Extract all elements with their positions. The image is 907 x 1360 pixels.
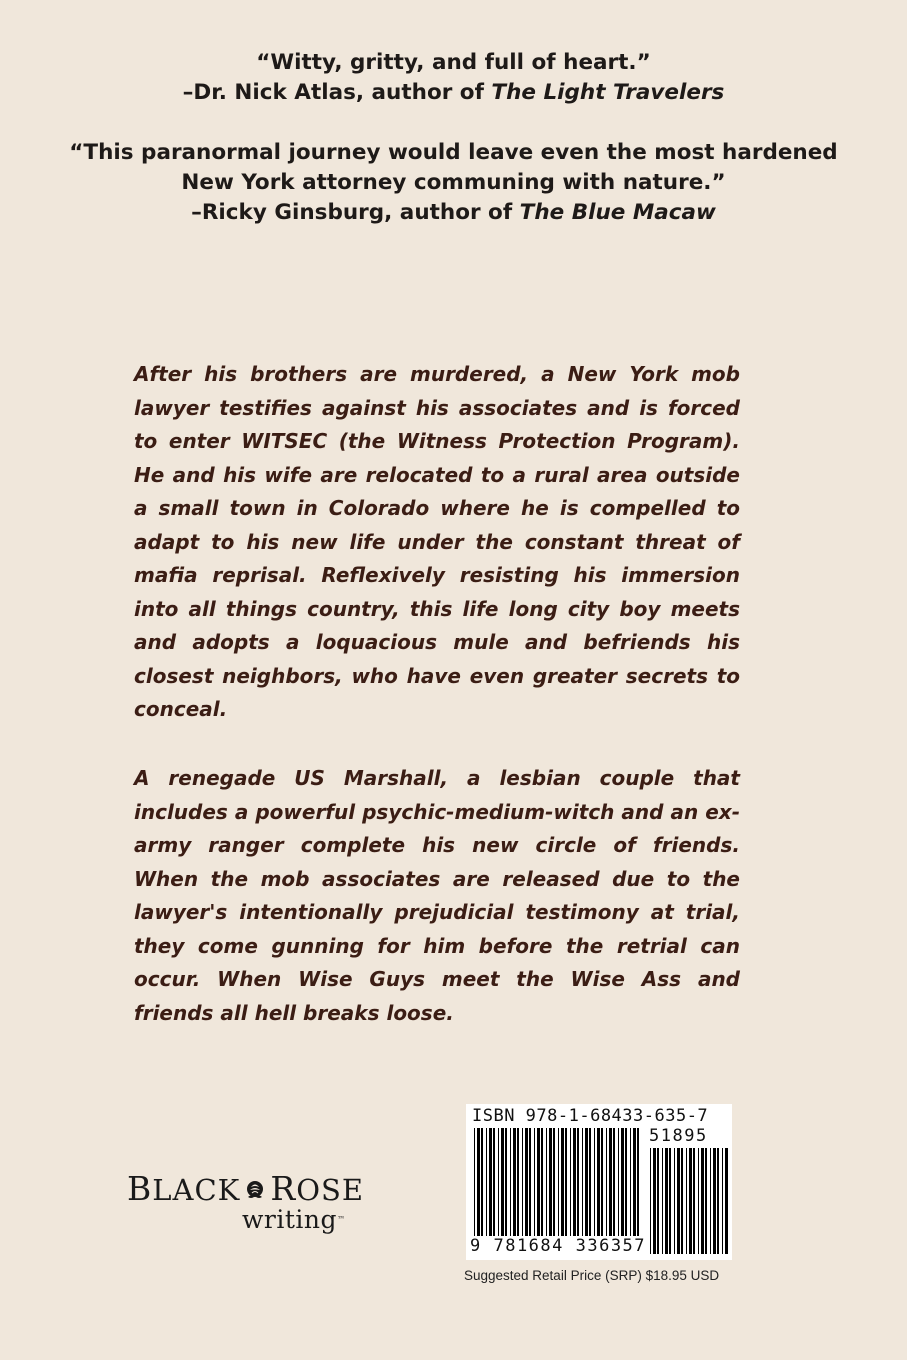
- barcode-bar: [589, 1128, 591, 1244]
- barcode-bar: [529, 1128, 531, 1244]
- barcode-bar: [674, 1148, 675, 1254]
- barcode-bar: [489, 1128, 492, 1244]
- endorsement-1: [0, 48, 907, 108]
- barcode-bar: [481, 1128, 483, 1244]
- endorsements: [0, 48, 907, 258]
- barcode-bar: [625, 1128, 627, 1244]
- barcode-bar: [597, 1128, 600, 1244]
- barcode-bar: [565, 1128, 567, 1244]
- barcode-bar: [601, 1128, 603, 1244]
- publisher-logo: [127, 1169, 367, 1234]
- endorsement-quote-line-2: New York attorney communing with nature.”: [181, 170, 726, 195]
- publisher-subline: [242, 1207, 367, 1233]
- endorsement-attribution: [0, 78, 907, 108]
- barcode-bar: [517, 1128, 519, 1244]
- barcode-bar: [606, 1128, 607, 1244]
- barcode-bar: [613, 1128, 615, 1244]
- barcode-bar: [522, 1128, 523, 1244]
- barcode-bar: [710, 1148, 711, 1254]
- endorsement-2: [0, 138, 907, 228]
- trademark-symbol: ™: [337, 1215, 346, 1224]
- suggested-retail-price: Suggested Retail Price (SRP) $18.95 USD: [464, 1268, 720, 1283]
- barcode-bar: [553, 1128, 555, 1244]
- synopsis-paragraph-2: [134, 762, 740, 1030]
- barcode-bar: [477, 1128, 480, 1244]
- endorsement-quote-line-1: “This paranormal journey would leave even the most hardened: [69, 140, 838, 165]
- barcode-bar: [633, 1128, 636, 1244]
- barcode-bar: [637, 1128, 639, 1244]
- barcode-bar: [717, 1148, 719, 1254]
- ean-digits: 9 781684 336357: [470, 1236, 647, 1256]
- barcode-bar: [713, 1148, 716, 1254]
- barcode-bar: [585, 1128, 588, 1244]
- barcode-bar: [698, 1148, 699, 1254]
- synopsis-text: A renegade US Marshall, a lesbian couple that includes a powerful psychic-medium-witch and an ex-army ranger complete his new circle of friends. When the mob associates are released due to the lawyer's intentionally prejudicial testimony at trial, they come gunning for him before the retrial can occur. When Wise Guys meet the Wise Ass and friends all hell breaks loose.: [134, 766, 740, 1025]
- barcode-bar: [510, 1128, 511, 1244]
- barcode-bar: [653, 1148, 656, 1254]
- barcode-bar: [693, 1148, 695, 1254]
- logo-letter: B: [127, 1169, 153, 1208]
- barcode-bar: [677, 1148, 680, 1254]
- barcode-bar: [474, 1128, 475, 1244]
- barcode-bar: [534, 1128, 535, 1244]
- barcode-bar: [513, 1128, 516, 1244]
- barcode-bar: [558, 1128, 559, 1244]
- barcode-bar: [681, 1148, 683, 1254]
- publisher-name: [127, 1169, 367, 1208]
- barcode-bar: [501, 1128, 504, 1244]
- barcode-bar: [546, 1128, 547, 1244]
- logo-letter: R: [270, 1169, 297, 1208]
- barcode-bar: [493, 1128, 495, 1244]
- barcode-bar: [549, 1128, 552, 1244]
- barcode-bar: [705, 1148, 707, 1254]
- rose-icon: [242, 1177, 268, 1203]
- isbn-barcode: [466, 1104, 732, 1260]
- attribution-text: –Dr. Nick Atlas, author of: [182, 80, 492, 105]
- barcode-bar: [577, 1128, 579, 1244]
- barcode-bar: [701, 1148, 704, 1254]
- barcode-bar: [665, 1148, 668, 1254]
- barcode-bar: [609, 1128, 612, 1244]
- logo-word: LACK: [152, 1173, 241, 1207]
- barcode-bar: [573, 1128, 576, 1244]
- barcode-bar: [525, 1128, 528, 1244]
- price-code: 51895: [649, 1126, 708, 1146]
- isbn-label: ISBN 978-1-68433-635-7: [472, 1106, 709, 1126]
- barcode-bar: [657, 1148, 659, 1254]
- synopsis-paragraph-1: [134, 358, 740, 727]
- barcode-bar: [505, 1128, 507, 1244]
- barcode-bar: [725, 1148, 728, 1254]
- barcode-bar: [582, 1128, 583, 1244]
- endorsement-attribution: [0, 198, 907, 228]
- synopsis-text: After his brothers are murdered, a New York mob lawyer testifies against his associates and is forced to enter WITSEC (the Witness Protection Program). He and his wife are relocated to a rural area outside a small town in Colorado where he is compelled to adapt to his new life under the constant threat of mafia reprisal. Reflexively resisting his immersion into all things country, this life long city boy meets and adopts a loquacious mule and befriends his closest neighbors, who have even greater secrets to conceal.: [134, 362, 740, 721]
- barcode-bar: [570, 1128, 571, 1244]
- barcode-bar: [662, 1148, 663, 1254]
- book-title: The Blue Macaw: [519, 200, 716, 225]
- barcode-bar: [686, 1148, 687, 1254]
- barcode-bar: [669, 1148, 671, 1254]
- barcode-bar: [621, 1128, 624, 1244]
- logo-word: OSE: [296, 1173, 364, 1207]
- barcode-bar: [722, 1148, 723, 1254]
- attribution-text: –Ricky Ginsburg, author of: [191, 200, 520, 225]
- barcode-bar: [541, 1128, 543, 1244]
- barcode-bar: [630, 1128, 631, 1244]
- barcode-bar: [594, 1128, 595, 1244]
- barcode-bar: [650, 1148, 651, 1254]
- barcode-bar: [498, 1128, 499, 1244]
- barcode-bar: [689, 1148, 692, 1254]
- barcode-bar: [618, 1128, 619, 1244]
- endorsement-quote: “Witty, gritty, and full of heart.”: [256, 50, 651, 75]
- barcode-bar: [486, 1128, 487, 1244]
- barcode-bar: [561, 1128, 564, 1244]
- barcode-bar: [537, 1128, 540, 1244]
- logo-subline-text: writing: [242, 1205, 337, 1234]
- book-title: The Light Travelers: [491, 80, 725, 105]
